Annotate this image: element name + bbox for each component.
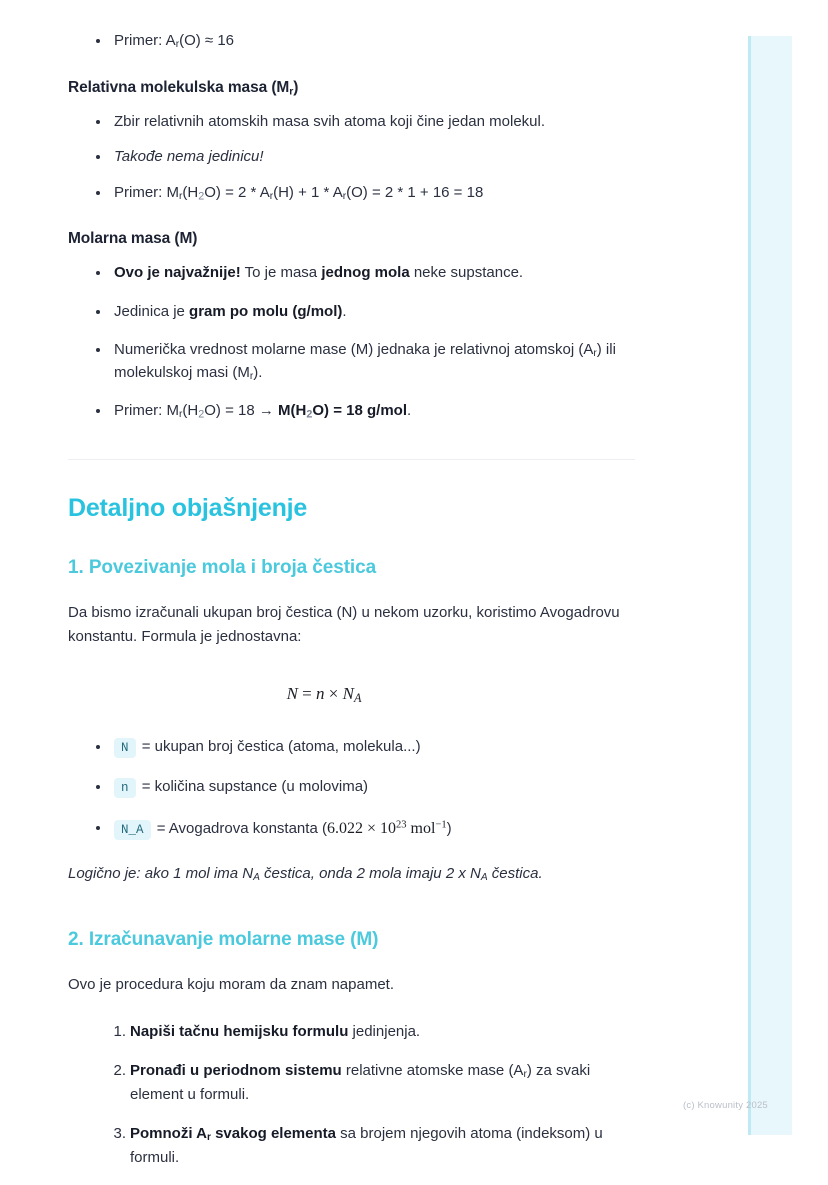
list-item [94,111,640,134]
result-molar-mass: M(H2O) = 18 g/mol [278,402,407,421]
note-logicno-je: Logično je: ako 1 mol ima $N_A$ čestica, onda 2 mola imaju 2 x $N_A$ čestica. [68,864,543,883]
subscript-r: r [179,409,183,421]
subscript-r: r [342,191,347,203]
subscript-r: r [249,371,254,383]
mr-definition: Zbir relativnih atomskih masa svih atoma koji čine jedan molekul. [114,112,546,130]
list-item [94,182,640,205]
list-item: Jedinica je gram po molu (g/mol). [94,301,640,324]
list-item: Pronađi u periodnom sistemu relativne atomske mase $(A_r)$ za svaki element u formuli. [130,1061,591,1103]
subscript-r: r [206,1132,211,1144]
mr-example: Primer: $M_r(H2O) = 2 * A_r(H) + 1 * A_r(O) = 2 * 1 + 16 = 18$ [114,183,484,203]
step-2-action: Pronađi u periodnom sistemu [130,1061,342,1079]
subscript-r: r [593,348,597,360]
step-1-action: Napiši tačnu hemijsku formulu [130,1022,349,1040]
list-item [94,776,640,799]
subscript-a: A [253,871,260,883]
list-item: Numerička vrednost molarne mase (M) jednaka je relativnoj atomskoj $(A_r)$ ili molekulskoj masi $(M_r)$. [94,339,634,384]
formula-n-equals-n-times-na: N = n × NA [286,683,362,705]
procedure-steps-list [68,1020,640,1170]
list-item: Primer: $M_r(H2O) = 18 \to M(H2O) = 18$ g/mol. [94,400,640,423]
list-item: Ovo je najvažnije! To je masa jednog mola neke supstance. [94,262,640,285]
legend-description-N-A: = Avogadrova konstanta ( [156,819,327,837]
subscript-a: A [480,871,488,883]
subscript-r: r [179,191,183,203]
heading-relativna-molekulska-masa: Relativna molekulska masa $(M_r)$ [68,78,299,97]
subscript-r: r [289,84,294,97]
mr-no-unit-note: Takođe nema jedinicu! [114,148,264,166]
emphasis-najvaznije: Ovo je najvažnije! [114,264,241,282]
emphasis-gram-po-molu: gram po molu (g/mol) [189,302,343,320]
list-item [94,30,640,53]
subscript-r: r [175,39,180,51]
top-example-list [68,30,640,53]
list-item [94,817,640,841]
formula-legend-list [68,736,640,841]
subscript-2: 2 [198,408,205,421]
subscript-a: A [353,690,362,705]
example-text-ar-oxygen: Primer: $A_r(O) \approx 16$ [114,32,235,51]
heading-molarna-masa: Molarna masa (M) [68,230,198,248]
paragraph-procedura: Ovo je procedura koju moram da znam napamet. [68,976,394,994]
subscript-2: 2 [198,190,205,203]
copyright-watermark: (c) Knowunity 2025 [683,1100,768,1111]
subscript-r: r [523,1068,527,1080]
list-item: Napiši tačnu hemijsku formulu jedinjenja. [130,1022,421,1040]
step-3-action: Pomnoži $A_r$ svakog elementa [130,1125,336,1144]
legend-description-n: = količina supstance (u molovima) [141,778,369,796]
section-divider [68,459,635,460]
paragraph-avogadro-intro: Da bismo izračunali ukupan broj čestica (N) u nekom uzorku, koristimo Avogadrovu konstantu. Formula je jednostavna: [68,604,620,646]
document-content [0,30,700,1169]
code-chip-n: n [114,778,136,798]
avogadro-constant-value: $6.022 \times 10^{23}$ mol$^{-1}$ [326,819,447,837]
list-item [94,736,640,759]
subsection-heading-2: 2. Izračunavanje molarne mase (M) [68,929,379,951]
emphasis-jednog-mola: jednog mola [321,264,410,282]
molarna-masa-bullet-list [68,262,640,423]
exponent-23: 23 [395,819,407,831]
code-chip-N: N [114,738,136,758]
mr-bullet-list [68,111,640,205]
page-title-detaljno-objasnjenje: Detaljno objašnjenje [68,494,308,523]
subscript-r: r [269,191,274,203]
subsection-heading-1: 1. Povezivanje mola i broja čestica [68,557,377,579]
legend-description-N: = ukupan broj čestica (atoma, molekula...) [141,737,421,755]
list-item: Pomnoži $A_r$ svakog elementa sa brojem njegovih atoma (indeksom) u formuli. [130,1125,603,1167]
exponent-minus-1: −1 [435,819,447,831]
subscript-2: 2 [306,408,313,421]
right-accent-panel [748,36,792,1135]
legend-paren-close: ) [446,819,452,837]
list-item [94,146,640,169]
code-chip-N-A: N_A [114,820,151,840]
